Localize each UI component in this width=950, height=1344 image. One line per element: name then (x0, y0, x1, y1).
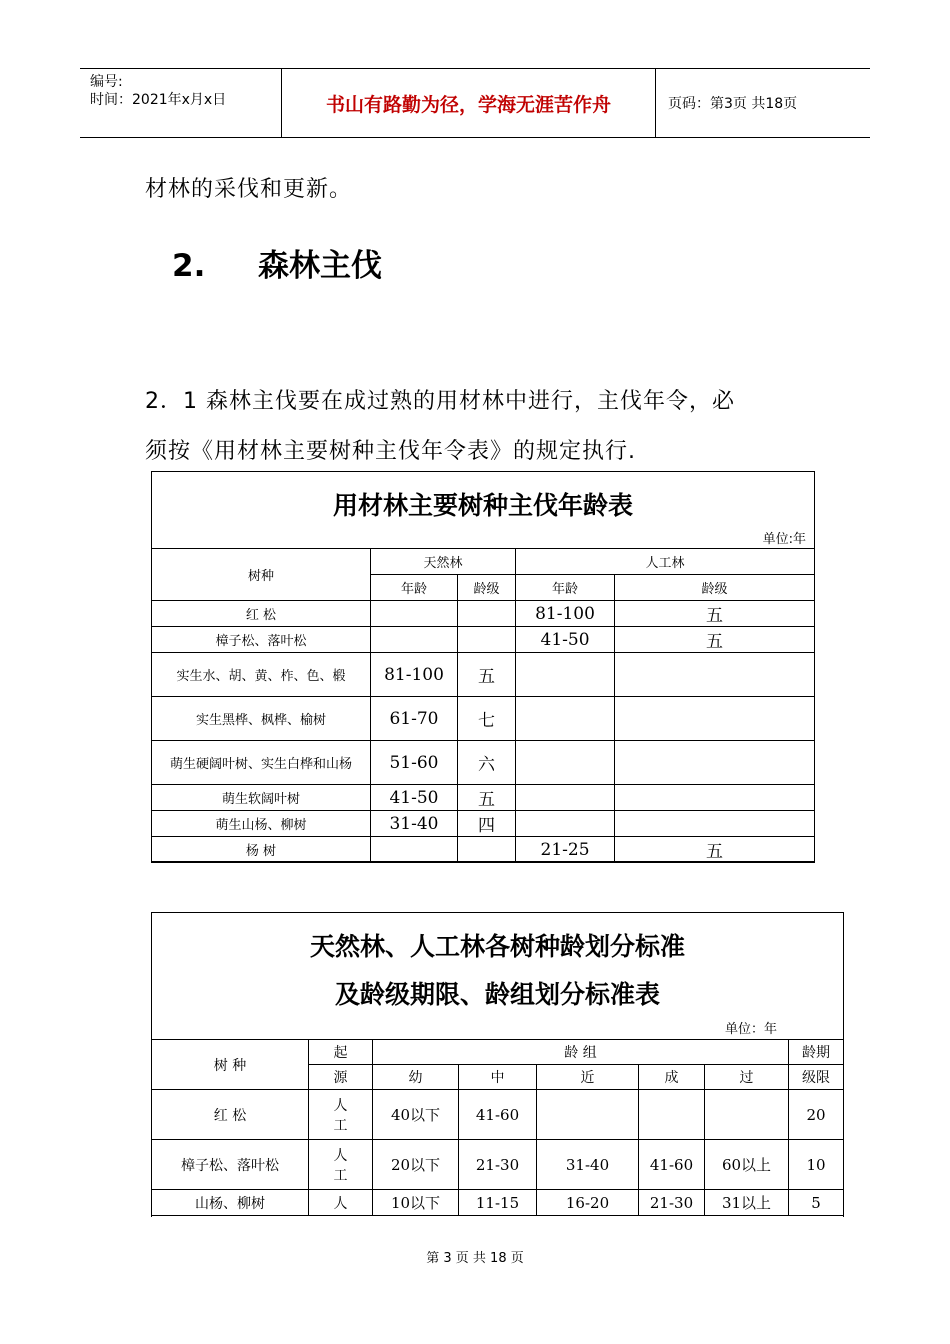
table-row (152, 811, 815, 837)
table-row (152, 1190, 844, 1216)
t1-species: 实生水、胡、黄、柞、色、椴 (152, 653, 371, 697)
table-row (152, 837, 815, 863)
t2-header-group: 龄 组 (373, 1040, 789, 1065)
t1-p-class (615, 697, 815, 741)
t1-species: 萌生软阔叶树 (152, 785, 371, 811)
t2-young: 40以下 (373, 1090, 459, 1140)
t2-group-near: 近 (537, 1065, 639, 1090)
table-row (152, 741, 815, 785)
page-footer: 第 3 页 共 18 页 (426, 1251, 524, 1266)
t2-young: 20以下 (373, 1140, 459, 1190)
t1-n-class: 七 (458, 697, 516, 741)
section-number: 2. (172, 248, 206, 284)
table1-title: 用材林主要树种主伐年龄表 (332, 491, 633, 520)
t1-n-age: 41-50 (371, 785, 458, 811)
time-label: 时间：2021年x月x日 (90, 92, 227, 108)
t2-group-middle: 中 (459, 1065, 537, 1090)
table2-title-line1: 天然林、人工林各树种龄划分标准 (309, 932, 685, 961)
t1-n-class: 六 (458, 741, 516, 785)
t2-header-period-2: 级限 (789, 1065, 844, 1090)
table2 (151, 1039, 844, 1216)
t1-header-p-class: 龄级 (615, 575, 815, 601)
t2-origin (309, 1190, 373, 1216)
table-row (152, 627, 815, 653)
t1-n-class (458, 627, 516, 653)
t2-origin-2: 工 (333, 1167, 348, 1184)
t1-n-class (458, 601, 516, 627)
header-meta (80, 69, 282, 137)
table-row (152, 785, 815, 811)
t2-origin-2: 工 (333, 1117, 348, 1134)
t2-header-origin-2: 源 (309, 1065, 373, 1090)
t1-p-class (615, 653, 815, 697)
t1-species: 萌生山杨、柳树 (152, 811, 371, 837)
page-header (80, 68, 870, 138)
t2-header-origin-1: 起 (309, 1040, 373, 1065)
para-line-1: 2．1 森林主伐要在成过熟的用材林中进行，主伐年令，必 (145, 389, 735, 414)
t2-species: 红 松 (152, 1090, 309, 1140)
t1-p-age: 21-25 (516, 837, 615, 863)
t2-over (705, 1090, 789, 1140)
t1-n-age: 81-100 (371, 653, 458, 697)
t1-p-age: 81-100 (516, 601, 615, 627)
table2-box (151, 912, 844, 1217)
t1-header-planted: 人工林 (516, 549, 815, 575)
t2-group-over: 过 (705, 1065, 789, 1090)
t2-near: 16-20 (537, 1190, 639, 1216)
t2-middle: 21-30 (459, 1140, 537, 1190)
t1-n-age (371, 837, 458, 863)
section-title: 森林主伐 (258, 248, 382, 284)
t1-n-class (458, 837, 516, 863)
t1-n-age: 51-60 (371, 741, 458, 785)
table-row (152, 1090, 844, 1140)
t2-period: 20 (789, 1090, 844, 1140)
t2-mature: 21-30 (639, 1190, 705, 1216)
serial-label: 编号: (90, 74, 123, 90)
table2-title-line2: 及龄级期限、龄组划分标准表 (334, 980, 660, 1009)
t1-p-age (516, 785, 615, 811)
t1-header-n-age: 年龄 (371, 575, 458, 601)
t1-header-species: 树种 (152, 549, 371, 601)
t1-n-class: 五 (458, 785, 516, 811)
t1-header-natural: 天然林 (371, 549, 516, 575)
table-row (152, 1140, 844, 1190)
t1-species: 杨 树 (152, 837, 371, 863)
t1-species: 萌生硬阔叶树、实生白桦和山杨 (152, 741, 371, 785)
table-row (152, 601, 815, 627)
t2-period: 10 (789, 1140, 844, 1190)
t1-n-age (371, 601, 458, 627)
t2-origin (309, 1140, 373, 1190)
t2-over: 31以上 (705, 1190, 789, 1216)
t2-middle: 41-60 (459, 1090, 537, 1140)
t2-origin-1: 人 (333, 1097, 348, 1114)
t2-near: 31-40 (537, 1140, 639, 1190)
table-row (152, 697, 815, 741)
t1-p-age: 41-50 (516, 627, 615, 653)
header-motto: 书山有路勤为径，学海无涯苦作舟 (282, 69, 656, 137)
t1-p-class (615, 741, 815, 785)
t1-species: 樟子松、落叶松 (152, 627, 371, 653)
t1-p-class (615, 785, 815, 811)
t1-p-age (516, 653, 615, 697)
table-row (152, 653, 815, 697)
t1-p-class: 五 (615, 627, 815, 653)
table1-box (151, 471, 815, 862)
t1-header-p-age: 年龄 (516, 575, 615, 601)
t2-header-period-1: 龄期 (789, 1040, 844, 1065)
section-heading (172, 240, 382, 285)
table2-unit: 单位：年 (724, 1022, 777, 1037)
header-page-info: 页码：第3页 共18页 (668, 96, 798, 112)
t2-species: 樟子松、落叶松 (152, 1140, 309, 1190)
t1-p-class: 五 (615, 837, 815, 863)
t1-species: 实生黑桦、枫桦、榆树 (152, 697, 371, 741)
t2-near (537, 1090, 639, 1140)
t2-origin (309, 1090, 373, 1140)
t2-period: 5 (789, 1190, 844, 1216)
t1-p-class (615, 811, 815, 837)
t1-n-class: 四 (458, 811, 516, 837)
t2-header-species: 树 种 (152, 1040, 309, 1090)
t1-p-age (516, 697, 615, 741)
t2-mature (639, 1090, 705, 1140)
para-line-2: 须按《用材林主要树种主伐年令表》的规定执行. (145, 439, 636, 464)
t2-species: 山杨、柳树 (152, 1190, 309, 1216)
t1-species: 红 松 (152, 601, 371, 627)
t2-origin-1: 人 (333, 1195, 348, 1212)
t1-n-age: 31-40 (371, 811, 458, 837)
t2-group-mature: 成 (639, 1065, 705, 1090)
t1-n-age: 61-70 (371, 697, 458, 741)
t1-p-age (516, 741, 615, 785)
t1-p-class: 五 (615, 601, 815, 627)
t2-group-young: 幼 (373, 1065, 459, 1090)
t2-young: 10以下 (373, 1190, 459, 1216)
t2-middle: 11-15 (459, 1190, 537, 1216)
table1-unit: 单位:年 (762, 532, 806, 547)
table1 (151, 548, 815, 863)
t1-header-n-class: 龄级 (458, 575, 516, 601)
intro-tail: 材林的采伐和更新。 (145, 177, 353, 202)
t2-over: 60以上 (705, 1140, 789, 1190)
t1-p-age (516, 811, 615, 837)
t2-mature: 41-60 (639, 1140, 705, 1190)
t1-n-age (371, 627, 458, 653)
t2-origin-1: 人 (333, 1147, 348, 1164)
t1-n-class: 五 (458, 653, 516, 697)
